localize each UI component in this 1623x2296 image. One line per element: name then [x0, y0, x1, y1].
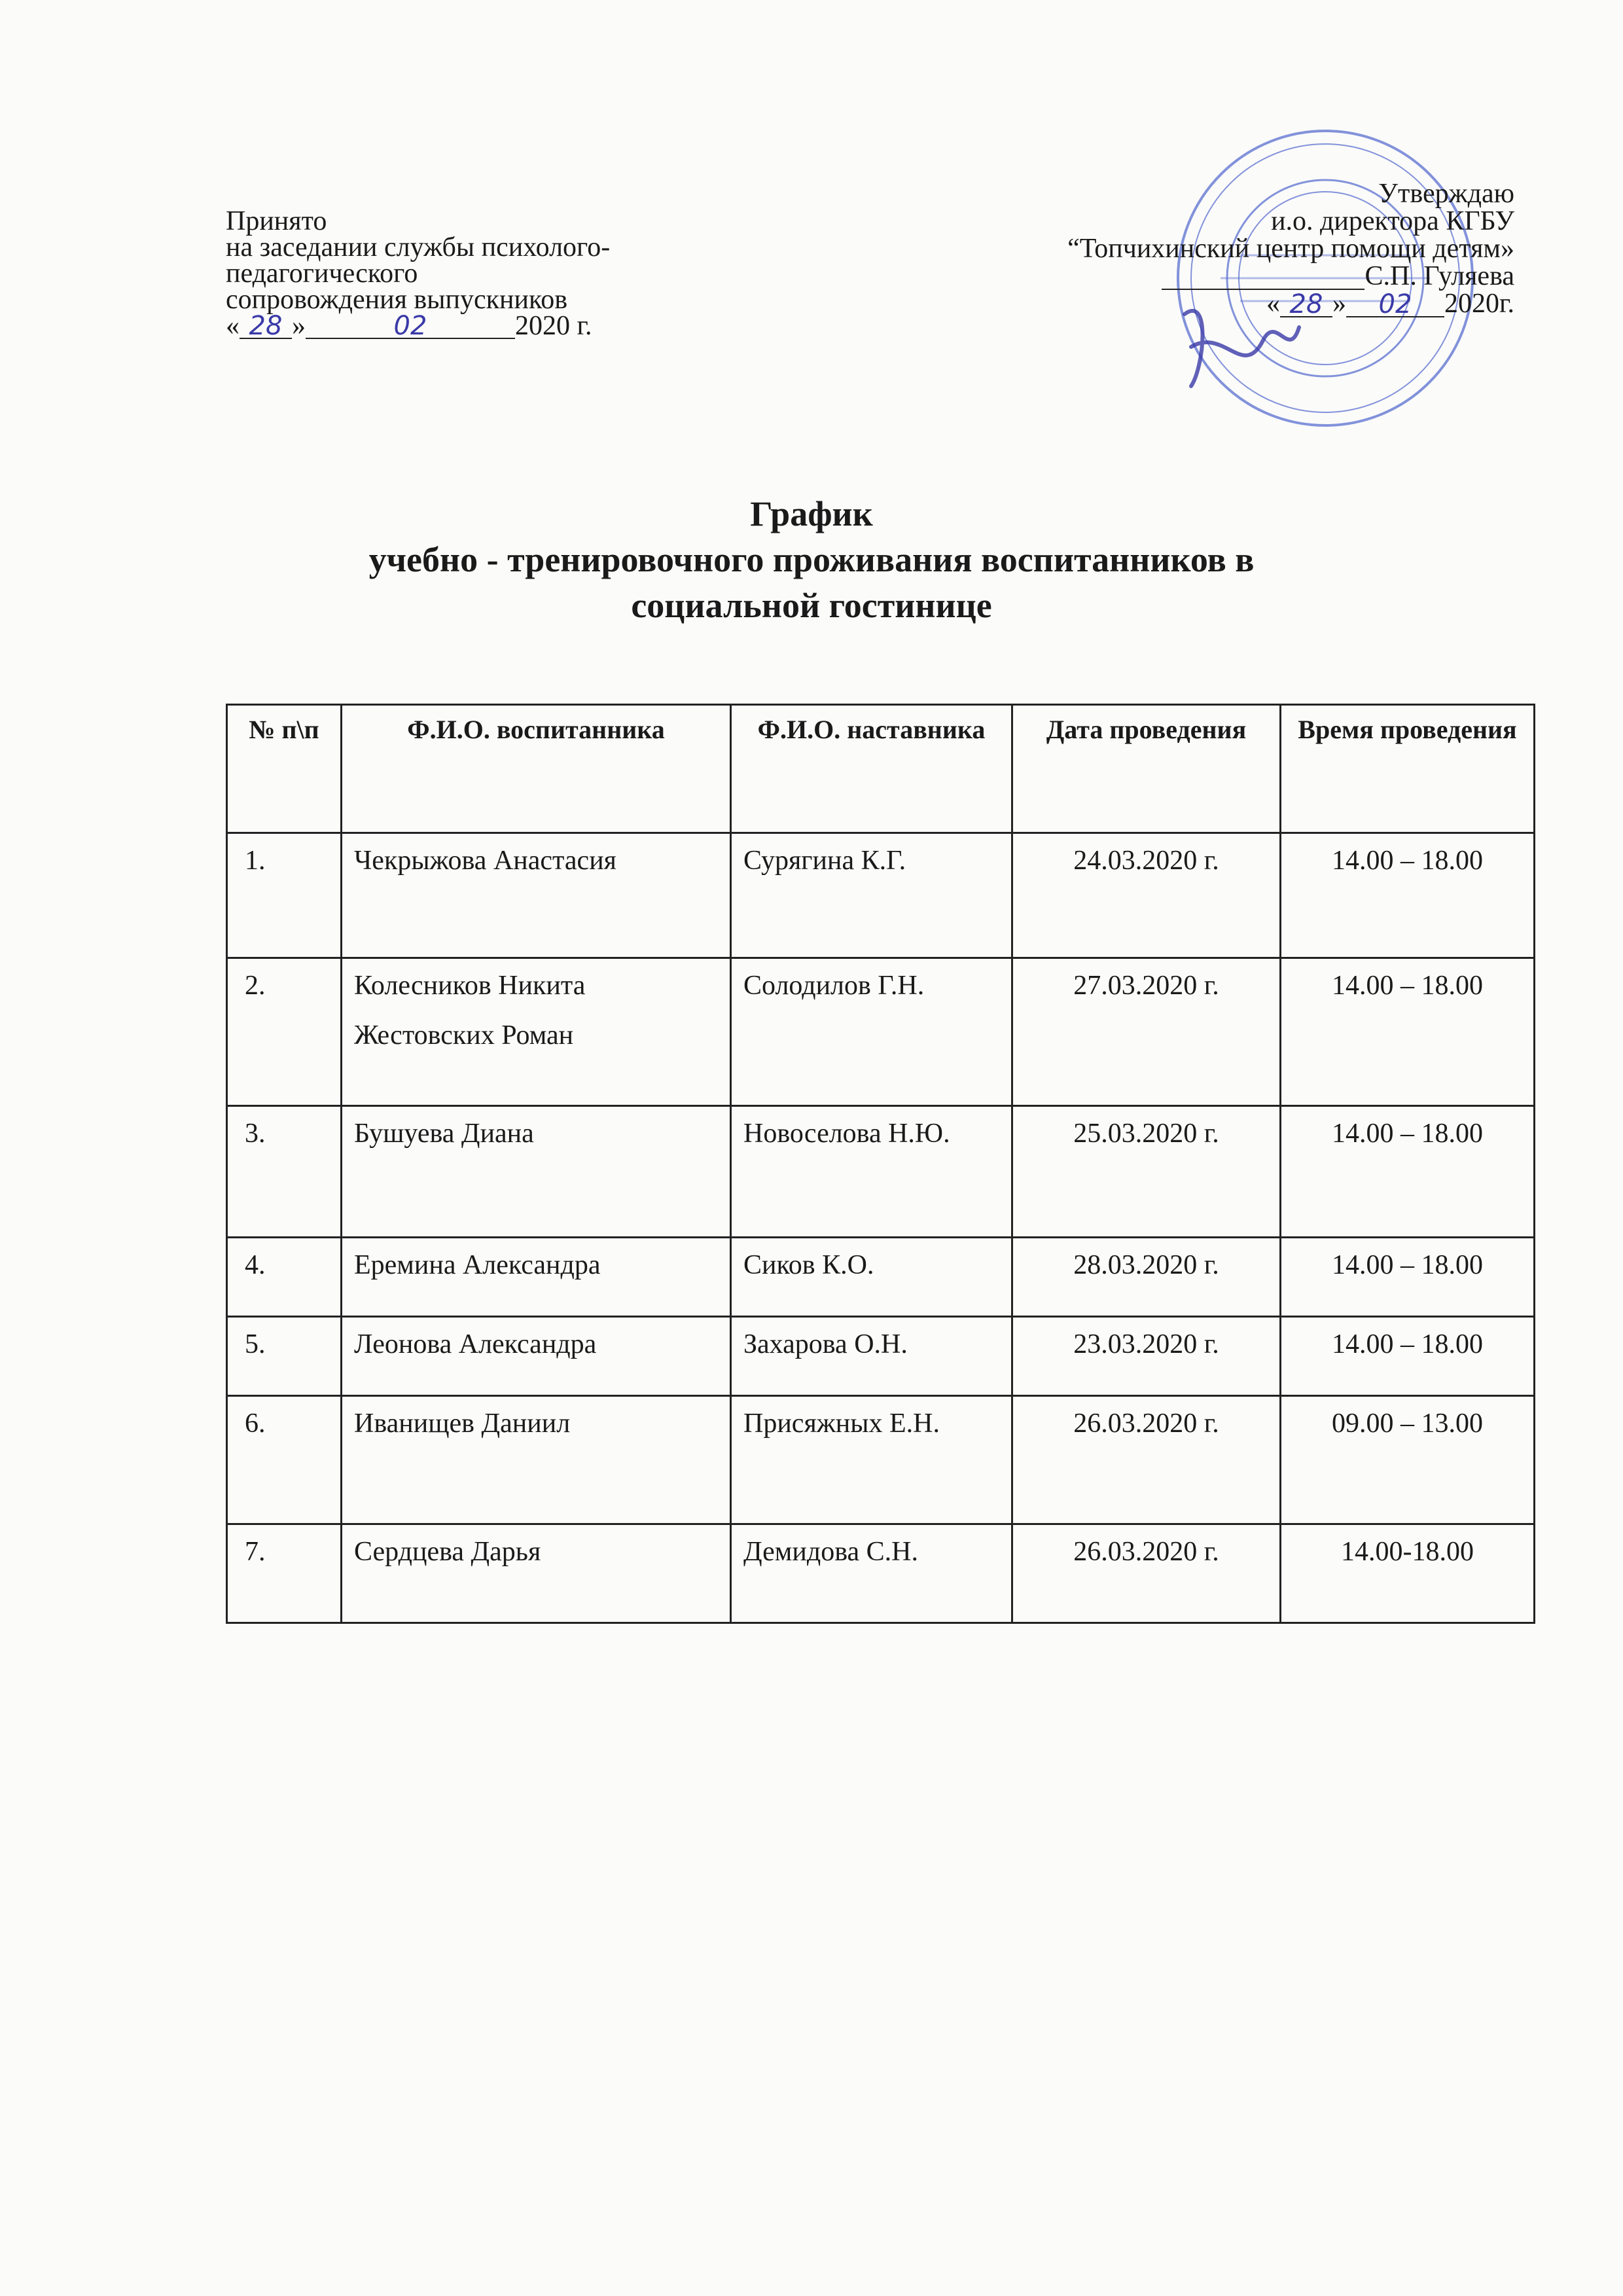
- approved-organization: “Топчихинский центр помощи детям»: [1067, 234, 1514, 264]
- table-header-row: [227, 705, 1535, 833]
- cell-number: 4.: [227, 1238, 342, 1317]
- accepted-day: 28: [240, 314, 292, 339]
- cell-pupil: [342, 958, 731, 1106]
- cell-time: 14.00-18.00: [1281, 1524, 1535, 1623]
- schedule-table: [226, 704, 1535, 1624]
- approved-date: [860, 290, 1514, 317]
- cell-mentor: Сиков К.О.: [731, 1238, 1012, 1317]
- cell-pupil-first: Колесников Никита: [354, 971, 586, 1001]
- header-pupil: Ф.И.О. воспитанника: [342, 705, 731, 833]
- cell-date: 27.03.2020 г.: [1012, 958, 1281, 1106]
- accepted-year: 2020 г.: [515, 311, 592, 341]
- accepted-line-3: педагогического: [226, 259, 418, 289]
- cell-date: 28.03.2020 г.: [1012, 1238, 1281, 1317]
- header-mentor: Ф.И.О. наставника: [731, 705, 1012, 833]
- accepted-block: [226, 208, 723, 339]
- table-row: [227, 1317, 1535, 1396]
- approved-close-quote: »: [1332, 289, 1346, 319]
- approved-label: Утверждаю: [1378, 179, 1514, 209]
- accepted-line-2: на заседании службы психолого-: [226, 232, 611, 262]
- cell-time: 09.00 – 13.00: [1281, 1396, 1535, 1524]
- document-title: [0, 491, 1623, 628]
- cell-pupil-second: Жестовских Роман: [354, 1020, 574, 1050]
- cell-time: 14.00 – 18.00: [1281, 958, 1535, 1106]
- approved-signer: С.П. Гуляева: [1364, 261, 1514, 291]
- table-row: [227, 1524, 1535, 1623]
- cell-mentor: Солодилов Г.Н.: [731, 958, 1012, 1106]
- title-line-3: социальной гостинице: [631, 586, 992, 625]
- header-time: Время проведения: [1281, 705, 1535, 833]
- cell-number: 1.: [227, 833, 342, 958]
- table-row: [227, 1396, 1535, 1524]
- table-row: [227, 833, 1535, 958]
- table-row: [227, 1238, 1535, 1317]
- approved-block: [860, 180, 1514, 317]
- table-row: [227, 958, 1535, 1106]
- accepted-date: [226, 313, 723, 339]
- cell-number: 2.: [227, 958, 342, 1106]
- table-row: [227, 1106, 1535, 1238]
- accepted-open-quote: «: [226, 311, 240, 341]
- cell-time: 14.00 – 18.00: [1281, 1238, 1535, 1317]
- approved-year: 2020г.: [1444, 289, 1514, 319]
- header-date: Дата проведения: [1012, 705, 1281, 833]
- accepted-label: Принято: [226, 206, 327, 236]
- header-number: № п\п: [227, 705, 342, 833]
- cell-pupil: Иванищев Даниил: [342, 1396, 731, 1524]
- cell-mentor: Присяжных Е.Н.: [731, 1396, 1012, 1524]
- cell-date: 24.03.2020 г.: [1012, 833, 1281, 958]
- accepted-close-quote: »: [292, 311, 306, 341]
- approved-day: 28: [1280, 293, 1332, 317]
- cell-number: 6.: [227, 1396, 342, 1524]
- cell-pupil: Еремина Александра: [342, 1238, 731, 1317]
- cell-number: 3.: [227, 1106, 342, 1238]
- cell-date: 26.03.2020 г.: [1012, 1524, 1281, 1623]
- cell-pupil: Леонова Александра: [342, 1317, 731, 1396]
- cell-time: 14.00 – 18.00: [1281, 833, 1535, 958]
- cell-mentor: Захарова О.Н.: [731, 1317, 1012, 1396]
- cell-time: 14.00 – 18.00: [1281, 1106, 1535, 1238]
- cell-number: 5.: [227, 1317, 342, 1396]
- title-line-2: учебно - тренировочного проживания воспитанников в: [368, 540, 1255, 579]
- cell-date: 25.03.2020 г.: [1012, 1106, 1281, 1238]
- accepted-month: 02: [306, 314, 515, 339]
- approved-month: 02: [1346, 293, 1444, 317]
- cell-pupil: Бушуева Диана: [342, 1106, 731, 1238]
- cell-number: 7.: [227, 1524, 342, 1623]
- cell-date: 26.03.2020 г.: [1012, 1396, 1281, 1524]
- cell-mentor: Демидова С.Н.: [731, 1524, 1012, 1623]
- cell-time: 14.00 – 18.00: [1281, 1317, 1535, 1396]
- cell-mentor: Сурягина К.Г.: [731, 833, 1012, 958]
- cell-mentor: Новоселова Н.Ю.: [731, 1106, 1012, 1238]
- title-line-1: График: [750, 494, 873, 533]
- cell-pupil: Сердцева Дарья: [342, 1524, 731, 1623]
- accepted-line-4: сопровождения выпускников: [226, 285, 568, 315]
- approved-signature-line: [860, 262, 1514, 290]
- cell-pupil: Чекрыжова Анастасия: [342, 833, 731, 958]
- approved-open-quote: «: [1266, 289, 1280, 319]
- approved-position: и.о. директора КГБУ: [1271, 206, 1514, 236]
- cell-date: 23.03.2020 г.: [1012, 1317, 1281, 1396]
